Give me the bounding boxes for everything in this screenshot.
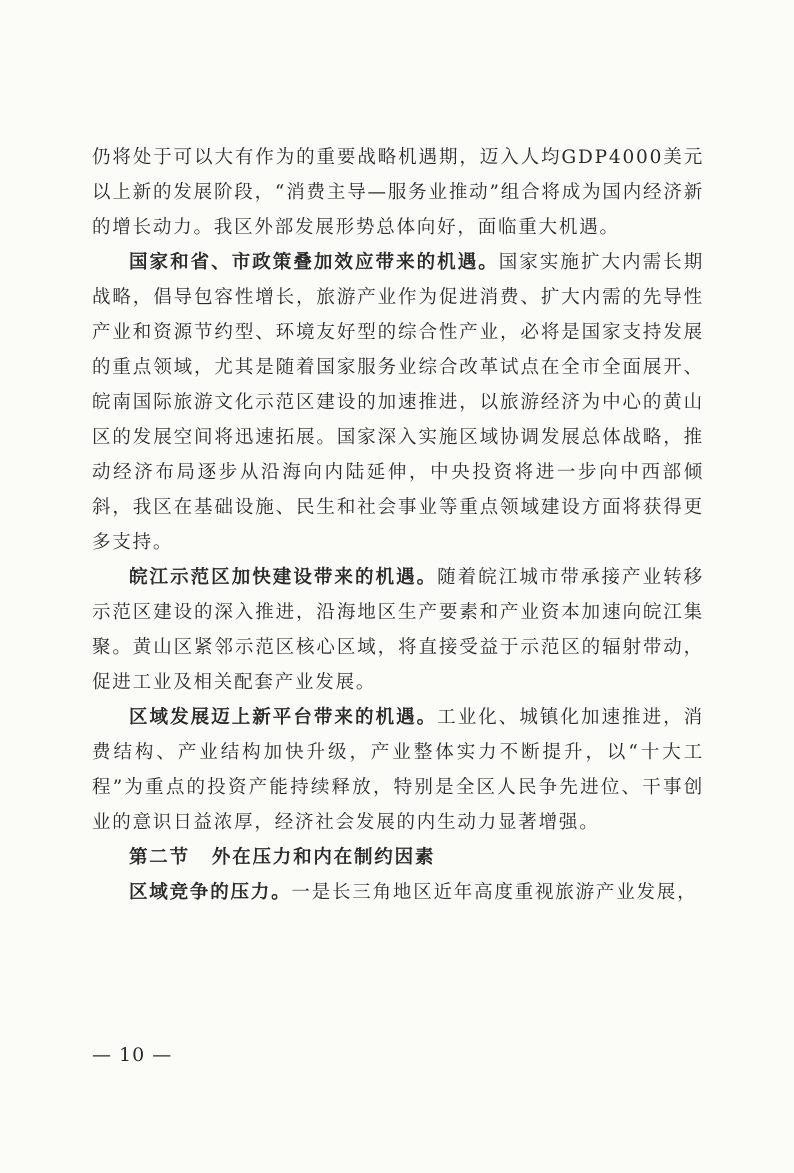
paragraph-lead: 区域竞争的压力。 (129, 882, 292, 903)
paragraph-text: 工业化、城镇化加速推进，消费结构、产业结构加快升级，产业整体实力不断提升，以“十大工程”为重点的投资产能持续释放，特别是全区人民争先进位、干事创业的意识日益浓厚，经济社会发展的内生动力显著增强。 (92, 707, 704, 833)
paragraph-policy-opportunity (92, 245, 704, 560)
paragraph-text: 国家实施扩大内需长期战略，倡导包容性增长，旅游产业作为促进消费、扩大内需的先导性产业和资源节约型、环境友好型的综合性产业，必将是国家支持发展的重点领域，尤其是随着国家服务业综合改革试点在全市全面展开、皖南国际旅游文化示范区建设的加速推进，以旅游经济为中心的黄山区的发展空间将迅速拓展。国家深入实施区域协调发展总体战略，推动经济布局逐步从沿海向内陆延伸，中央投资将进一步向中西部倾斜，我区在基础设施、民生和社会事业等重点领域建设方面将获得更多支持。 (92, 252, 704, 553)
paragraph-lead: 国家和省、市政策叠加效应带来的机遇。 (129, 252, 499, 273)
paragraph-text: 随着皖江城市带承接产业转移示范区建设的深入推进，沿海地区生产要素和产业资本加速向皖江集聚。黄山区紧邻示范区核心区域，将直接受益于示范区的辐射带动，促进工业及相关配套产业发展。 (92, 567, 704, 693)
paragraph-text: 一是长三角地区近年高度重视旅游产业发展， (291, 882, 698, 903)
paragraph-lead: 皖江示范区加快建设带来的机遇。 (129, 567, 438, 588)
paragraph-regional-opportunity (92, 700, 704, 840)
paragraph-text: 仍将处于可以大有作为的重要战略机遇期，迈入人均GDP4000美元以上新的发展阶段，“消费主导—服务业推动”组合将成为国内经济新的增长动力。我区外部发展形势总体向好，面临重大机遇。 (92, 147, 704, 238)
section-heading (92, 840, 704, 875)
paragraph-continuation (92, 140, 704, 245)
section-title: 外在压力和内在制约因素 (211, 847, 436, 868)
paragraph-lead: 区域发展迈上新平台带来的机遇。 (129, 707, 438, 728)
paragraph-competition-pressure (92, 875, 704, 910)
paragraph-wanjiang-opportunity (92, 560, 704, 700)
section-number: 第二节 (129, 847, 190, 868)
page-number: — 10 — (92, 1044, 173, 1066)
document-body (92, 140, 704, 910)
